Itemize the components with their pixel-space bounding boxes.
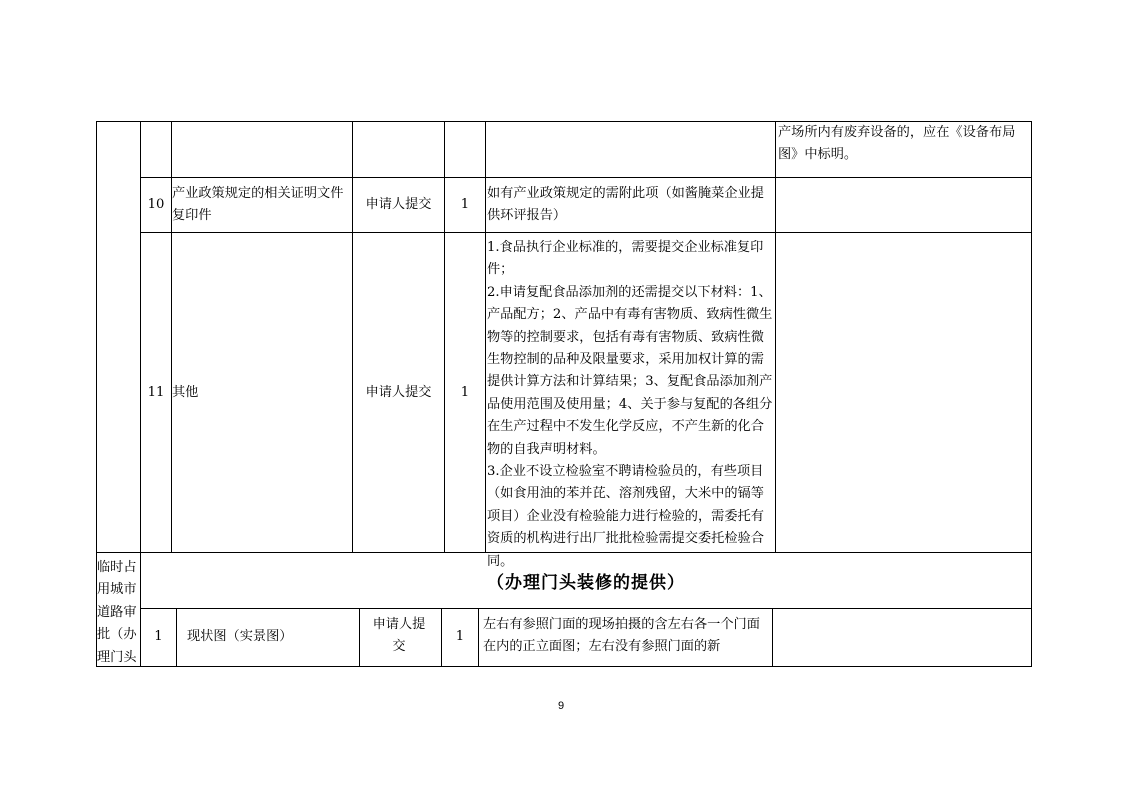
item-source: 申请人提交 bbox=[372, 617, 426, 655]
page-number: 9 bbox=[557, 700, 565, 712]
item-description: 1.食品执行企业标准的，需要提交企业标准复印件； 2.申请复配食品添加剂的还需提交以下材料：1、产品配方；2、产品中有毒有害物质、致病性微生物等的控制要求，包括有毒有害物质、致病性微生物控制的品种及限量要求，采用加权计算的需提供计算方法和计算结果；3、复配食品添加剂产品使用范围及使用量；4、关于参与复配的各组分在生产过程中不发生化学反应，不产生新的化合物的自我声明材料。 3.企业不设立检验室不聘请检验员的，有些项目（如食用油的苯并芘、溶剂残留，大米中的镉等项目）企业没有检验能力进行检验的，需委托有资质的机构进行出厂批批检验需提交委托检验合同。 bbox=[487, 240, 773, 569]
col-divider bbox=[176, 608, 177, 666]
row-divider bbox=[140, 177, 1031, 178]
item-copies: 1 bbox=[455, 629, 465, 644]
item-copies: 1 bbox=[460, 385, 470, 400]
category-cell: 临时占用城市道路审批（办理门头 bbox=[97, 560, 137, 665]
item-name: 现状图（实景图） bbox=[187, 629, 293, 644]
note-cell: 产场所内有废弃设备的，应在《设备布局图》中标明。 bbox=[778, 125, 1016, 163]
col-divider bbox=[352, 121, 353, 552]
col-divider bbox=[485, 121, 486, 552]
row-divider bbox=[140, 608, 1031, 609]
item-name: 产业政策规定的相关证明文件复印件 bbox=[172, 186, 344, 224]
col-divider bbox=[772, 608, 773, 666]
row-divider bbox=[140, 232, 1031, 233]
item-source: 申请人提交 bbox=[365, 385, 432, 400]
col-divider bbox=[478, 608, 479, 666]
col-divider bbox=[359, 608, 360, 666]
item-description: 左右有参照门面的现场拍摄的含左右各一个门面在内的正立面图；左右没有参照门面的新 bbox=[483, 617, 760, 655]
item-number: 1 bbox=[154, 629, 163, 644]
item-description: 如有产业政策规定的需附此项（如酱腌菜企业提供环评报告） bbox=[487, 186, 764, 224]
item-source: 申请人提交 bbox=[365, 197, 432, 212]
item-copies: 1 bbox=[460, 197, 470, 212]
item-number: 10 bbox=[147, 197, 165, 212]
col-divider bbox=[444, 121, 445, 552]
item-number: 11 bbox=[147, 385, 165, 400]
section-title: （办理门头装修的提供） bbox=[487, 573, 685, 593]
item-name: 其他 bbox=[172, 385, 199, 400]
